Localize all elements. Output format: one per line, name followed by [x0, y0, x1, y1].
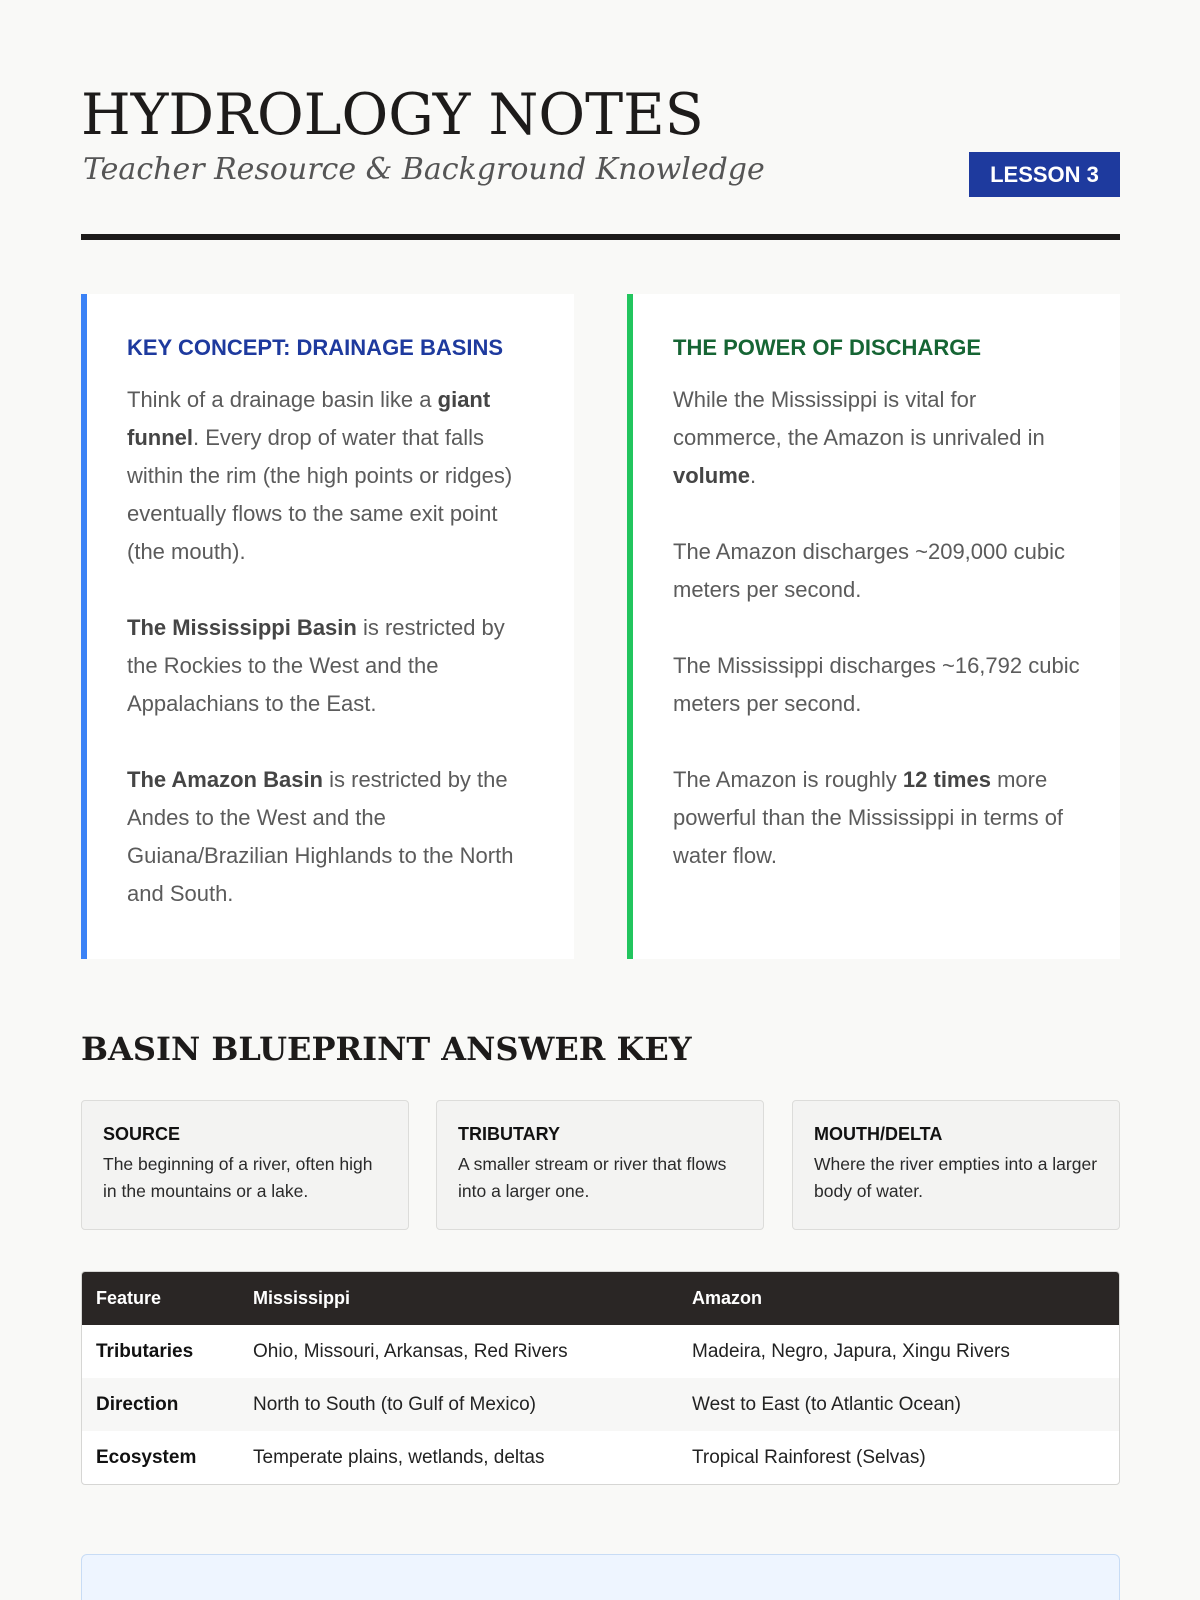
term-definition: A smaller stream or river that flows into a larger one.: [458, 1154, 727, 1201]
card-paragraph: The Amazon is roughly 12 times more powerful than the Mississippi in terms of water flow.: [673, 767, 1064, 868]
term-definition: Where the river empties into a larger body of water.: [814, 1154, 1098, 1201]
term-card-source: [81, 1100, 409, 1230]
card-paragraph: The Mississippi discharges ~16,792 cubic meters per second.: [673, 653, 1080, 716]
drainage-basins-card: [81, 294, 574, 959]
page-subtitle: Teacher Resource & Background Knowledge: [83, 152, 765, 187]
table-cell: West to East (to Atlantic Ocean): [678, 1378, 1119, 1431]
table-cell: Madeira, Negro, Japura, Xingu Rivers: [692, 1340, 1010, 1362]
card-paragraph: Think of a drainage basin like a giant funnel. Every drop of water that falls within the rim (the high points or ridges) eventually flows to the same exit point (the mouth).: [127, 387, 513, 564]
term-name: TRIBUTARY: [458, 1124, 560, 1144]
row-label: Tributaries: [96, 1340, 194, 1362]
column-header: Mississippi: [239, 1272, 678, 1325]
table-row: [82, 1378, 1119, 1431]
answer-key-title: BASIN BLUEPRINT ANSWER KEY: [81, 1030, 692, 1068]
term-card-mouth-delta: [792, 1100, 1120, 1230]
card-title: KEY CONCEPT: DRAINAGE BASINS: [127, 335, 504, 360]
lesson-badge: LESSON 3: [969, 152, 1120, 197]
discharge-card: [627, 294, 1120, 959]
card-paragraph: The Amazon Basin is restricted by the Andes to the West and the Guiana/Brazilian Highlands to the North and South.: [127, 767, 514, 906]
comparison-table: [81, 1271, 1120, 1485]
table-cell: North to South (to Gulf of Mexico): [239, 1378, 678, 1431]
card-title: THE POWER OF DISCHARGE: [673, 335, 982, 360]
term-card-tributary: [436, 1100, 764, 1230]
table-header-row: [82, 1272, 1119, 1325]
table-cell: Temperate plains, wetlands, deltas: [253, 1446, 545, 1468]
header: [81, 82, 1120, 242]
card-paragraph: The Amazon discharges ~209,000 cubic meters per second.: [673, 539, 1065, 602]
header-divider: [81, 234, 1120, 240]
term-definition: The beginning of a river, often high in the mountains or a lake.: [103, 1154, 373, 1201]
info-callout: [81, 1554, 1120, 1600]
column-header: Amazon: [678, 1272, 1119, 1325]
row-label: Ecosystem: [96, 1446, 197, 1468]
card-paragraph: While the Mississippi is vital for commerce, the Amazon is unrivaled in volume.: [673, 387, 1045, 488]
table-cell: Ohio, Missouri, Arkansas, Red Rivers: [253, 1340, 568, 1362]
term-name: SOURCE: [103, 1124, 181, 1144]
term-name: MOUTH/DELTA: [814, 1124, 943, 1144]
table-cell: Tropical Rainforest (Selvas): [692, 1446, 926, 1468]
card-paragraph: The Mississippi Basin is restricted by the Rockies to the West and the Appalachians to the East.: [127, 615, 505, 716]
row-label: Direction: [82, 1378, 239, 1431]
column-header: Feature: [82, 1272, 239, 1325]
table-row: [82, 1325, 1119, 1378]
table-row: [82, 1431, 1119, 1484]
page-title: HYDROLOGY NOTES: [81, 82, 704, 148]
